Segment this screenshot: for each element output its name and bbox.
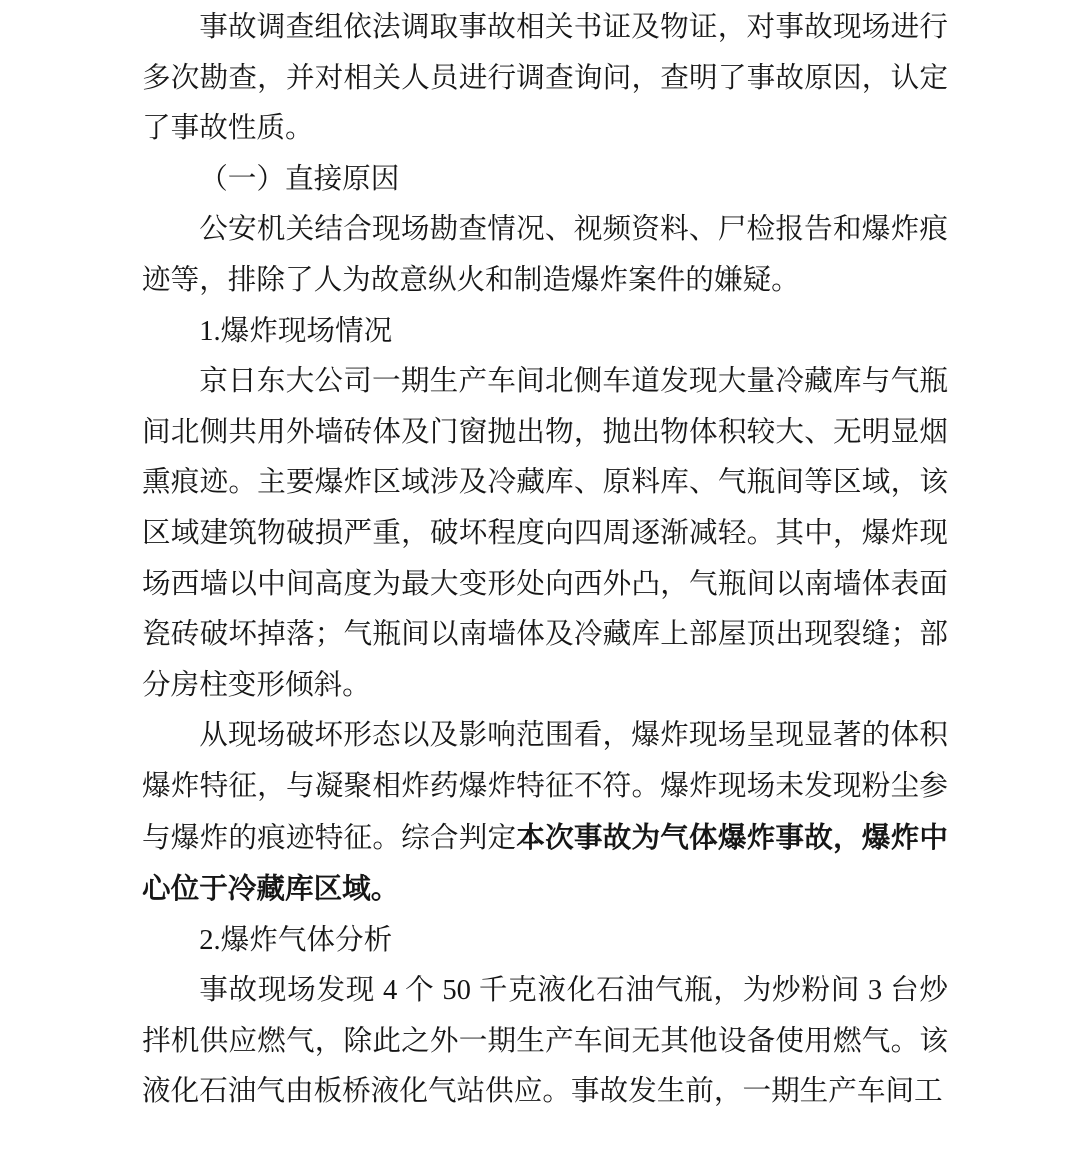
text-run: 京日东大公司一期生产车间北侧车道发现大量冷藏库与气瓶间北侧共用外墙砖体及门窗抛出物，抛出物体积较大、无明显烟熏痕迹。主要爆炸区域涉及冷藏库、原料库、气瓶间等区域，该区域建筑物破损严重，破坏程度向四周逐渐减轻。其中，爆炸现场西墙以中间高度为最大变形处向西外凸，气瓶间以南墙体表面瓷砖破坏掉落；气瓶间以南墙体及冷藏库上部屋顶出现裂缝；部分房柱变形倾斜。 <box>142 366 948 701</box>
text-run: （一）直接原因 <box>199 163 400 195</box>
body-paragraph <box>142 205 948 306</box>
text-run: 事故现场发现 4 个 50 千克液化石油气瓶，为炒粉间 3 台炒拌机供应燃气，除此之外一期生产车间无其他设备使用燃气。该液化石油气由板桥液化气站供应。事故发生前，一期生产车间工 <box>142 975 948 1108</box>
body-paragraph <box>142 357 948 711</box>
text-run: 公安机关结合现场勘查情况、视频资料、尸检报告和爆炸痕迹等，排除了人为故意纵火和制造爆炸案件的嫌疑。 <box>142 214 948 296</box>
section-heading <box>142 307 948 358</box>
body-paragraph <box>142 711 948 915</box>
text-run: 1.爆炸现场情况 <box>199 315 393 347</box>
section-heading <box>142 155 948 206</box>
text-run: 2.爆炸气体分析 <box>199 924 393 956</box>
text-run: 事故调查组依法调取事故相关书证及物证，对事故现场进行多次勘查，并对相关人员进行调查询问，查明了事故原因，认定了事故性质。 <box>142 12 948 145</box>
text-run: 从现场破坏形态以及影响范围看，爆炸现场呈现显著的体积爆炸特征，与凝聚相炸药爆炸特征不符。爆炸现场未发现粉尘参与爆炸的痕迹特征。综合判定 <box>142 720 948 854</box>
section-heading <box>142 916 948 967</box>
body-paragraph <box>142 3 948 155</box>
body-paragraph <box>142 966 948 1118</box>
document-body <box>142 3 948 1118</box>
emphasis-text-run: 本次事故为气体爆炸事故，爆炸中心位于冷藏库区域。 <box>142 821 948 906</box>
